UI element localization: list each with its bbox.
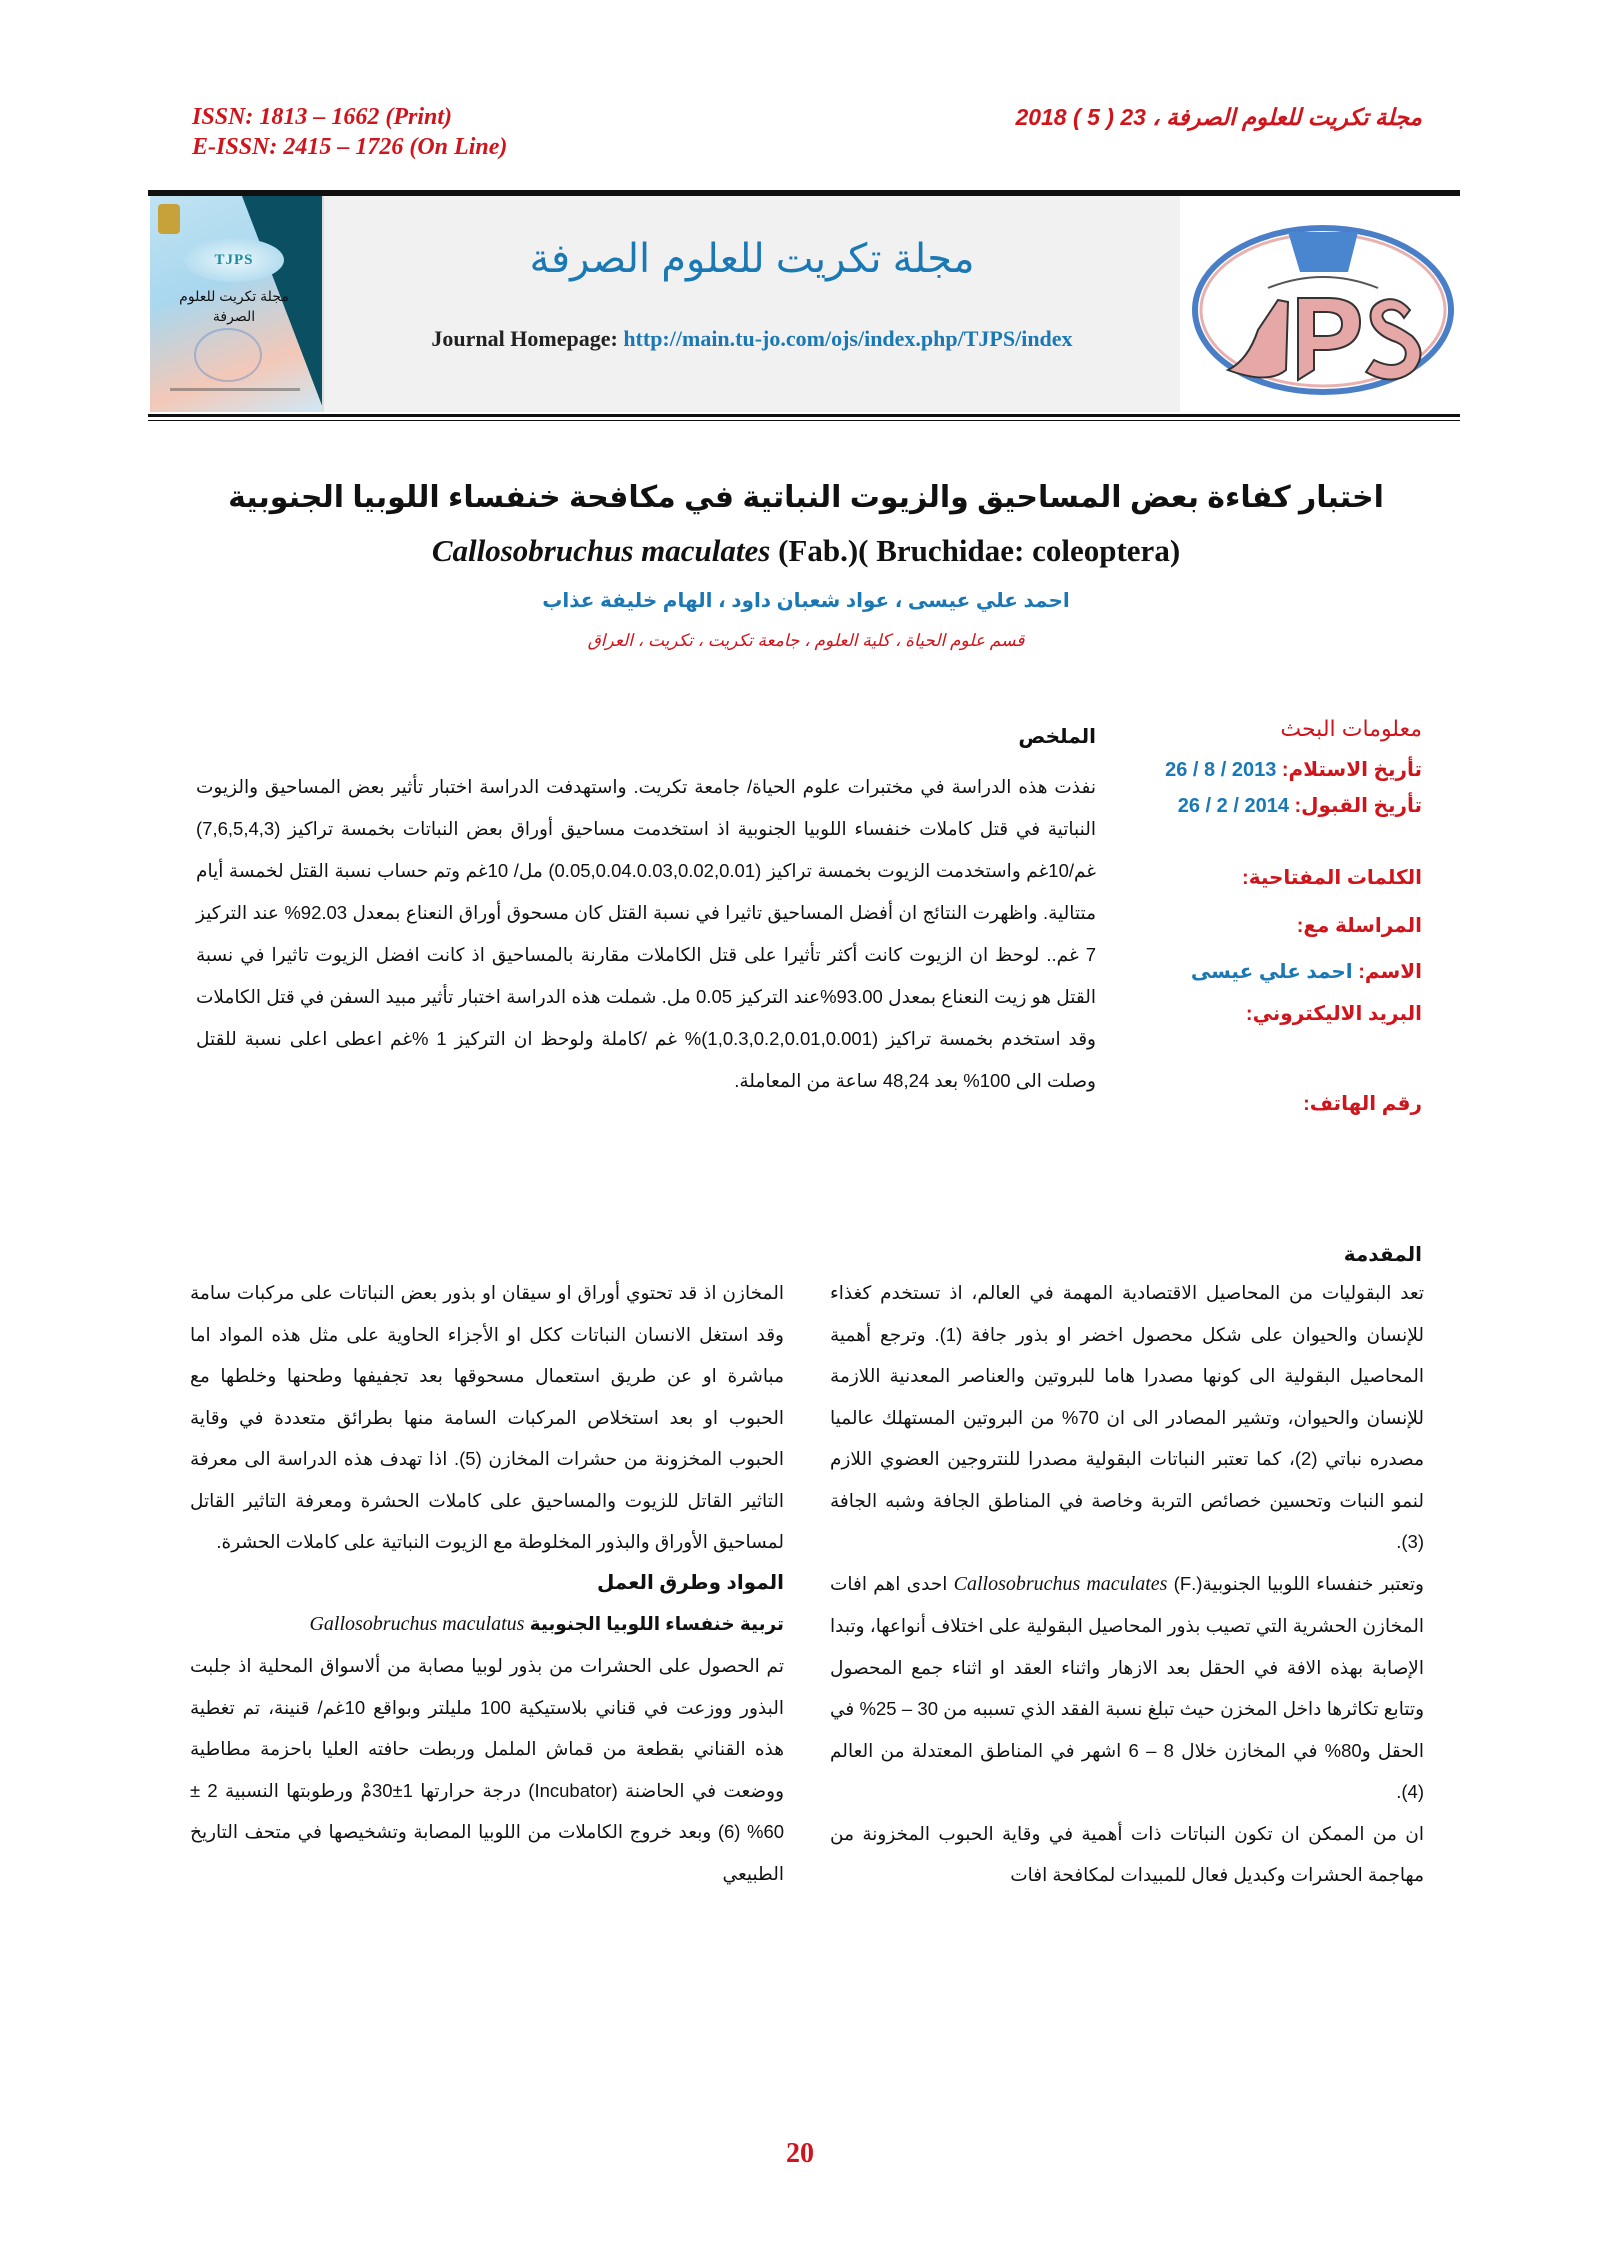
methods-heading: المواد وطرق العمل (596, 1571, 784, 1594)
received-date: تأريخ الاستلام: 26 / 8 / 2013 (1165, 759, 1422, 781)
article-info (1110, 712, 1422, 1122)
journal-cover-thumbnail (150, 196, 324, 412)
cover-acronym: TJPS (184, 238, 284, 282)
issn-block (192, 102, 507, 162)
homepage-link[interactable]: http://main.tu-jo.com/ojs/index.php/TJPS/index (623, 326, 1073, 351)
species-name: Callosobruchus maculates (431, 533, 771, 568)
affiliation: قسم علوم الحياة ، كلية العلوم ، جامعة تكريت ، تكريت ، العراق (587, 631, 1025, 650)
journal-citation: مجلة تكريت للعلوم الصرفة ، 23 ( 5 ) 2018 (1015, 104, 1422, 130)
abstract-heading: الملخص (1018, 726, 1096, 748)
abstract (196, 722, 1096, 1102)
methods-subheading: تربية خنفساء اللوبيا الجنوبية Gallosobruchus maculatus (309, 1612, 784, 1635)
intro-paragraph-3: ان من الممكن ان تكون النباتات ذات أهمية في وقاية الحبوب المخزونة من مهاجمة الحشرات وكبديل فعال للمبيدات لمكافحة افات (830, 1822, 1424, 1885)
email-label: البريد الاليكتروني: (1245, 1003, 1422, 1025)
taxonomy: (Fab.)( Bruchidae: coleoptera) (770, 533, 1181, 568)
cover-logo-icon (194, 328, 262, 382)
issn-print: ISSN: 1813 – 1662 (Print) (192, 104, 453, 130)
accepted-date: تأريخ القبول: 26 / 2 / 2014 (1177, 795, 1422, 817)
intro-paragraph-4: المخازن اذ قد تحتوي أوراق او سيقان او بذور بعض النباتات على مركبات سامة وقد استغل الانسان النباتات ككل او الأجزاء الحاوية على مثل هذه المواد اما مباشرة او عن طريق استعمال مسحوقها بعد تجفيفها وطحنها وخلطها مع الحبوب او بعد استخلاص المركبات السامة منها بطرائق متعددة في وقاية الحبوب المخزونة من حشرات المخازن (5). اذا تهدف هذه الدراسة الى معرفة التاثير القاتل للزيوت والمساحيق على كاملات الحشرة ومعرفة التاثير القاتل لمساحيق الأوراق والبذور المخلوطة مع الزيوت النباتية على كاملات الحشرة. (190, 1282, 784, 1552)
issn-online: E-ISSN: 2415 – 1726 (On Line) (192, 134, 508, 160)
cover-title: مجلة تكريت للعلوم الصرفة (179, 288, 289, 324)
phone-label: رقم الهاتف: (1303, 1093, 1422, 1115)
species-name: Gallosobruchus maculatus (309, 1612, 525, 1635)
methods-paragraph-1: تم الحصول على الحشرات من بذور لوبيا مصابة من ألاسواق المحلية اذ جلبت البذور ووزعت في قناني بلاستيكية 100 مليلتر وبواقع 10غم/ قنينة، تم تغطية هذه القناني بقطعة من قماش الململ وربطت حافته العليا باحزمة مطاطية ووضعت في الحاضنة (Incubator) درجة حرارتها 1±30مْ ورطوبتها النسبية 2 ± 60% (6) وبعد خروج الكاملات من اللوبيا المصابة وتشخيصها في متحف التاريخ الطبيعي (190, 1655, 785, 1884)
homepage-label: Journal Homepage: (431, 326, 618, 351)
correspondence-label: المراسلة مع: (1296, 915, 1422, 937)
article-title-english (150, 530, 1462, 572)
species-name: Callosobruchus maculates (953, 1572, 1168, 1595)
masthead-banner (324, 196, 1180, 412)
article-title-arabic: اختبار كفاءة بعض المساحيق والزيوت النباتية في مكافحة خنفساء اللوبيا الجنوبية (228, 481, 1384, 514)
journal-name: مجلة تكريت للعلوم الصرفة (529, 237, 975, 281)
university-emblem-icon (158, 204, 180, 234)
article-info-heading: معلومات البحث (1280, 716, 1422, 741)
body-column-right (830, 1272, 1424, 1896)
corresponding-name: الاسم: احمد علي عيسى (1190, 961, 1422, 983)
masthead-bottom-rule (148, 414, 1460, 417)
tjps-logo-icon (1188, 210, 1458, 400)
body-column-left (190, 1272, 784, 1894)
introduction-heading: المقدمة (1343, 1244, 1422, 1266)
page-number: 20 (786, 2138, 814, 2169)
keywords-label: الكلمات المفتاحية: (1242, 867, 1422, 889)
intro-paragraph-2: وتعتبر خنفساء اللوبيا الجنوبية(.F) Callosobruchus maculates احدى اهم افات المخازن الحشرية التي تصيب بذور المحاصيل البقولية على اختلاف أنواعها، وتبدا الإصابة بهذه الافة في الحقل بعد الازهار واثناء العقد او اثناء جمع المحصول وتتابع تكاثرها داخل المخزن حيث تبلغ نسبة الفقد الذي تسببه من 30 – 25% في الحقل و80% في المخازن خلال 8 – 6 اشهر في المناطق المعتدلة من العالم (4). (830, 1572, 1425, 1802)
abstract-text: نفذت هذه الدراسة في مختبرات علوم الحياة/ جامعة تكريت. واستهدفت الدراسة اختبار تأثير بعض المساحيق والزيوت النباتية في قتل كاملات خنفساء اللوبيا الجنوبية اذ استخدمت مساحيق أوراق بعض النباتات بخمسة تراكيز (7,6,5,4,3) غم/10غم واستخدمت الزيوت بخمسة تراكيز (0.05,0.04.0.03,0.02,0.01) مل/ 10غم وتم حساب نسبة القتل لخمسة أيام متتالية. واظهرت النتائج ان أفضل المساحيق تاثيرا في نسبة القتل كان مسحوق أوراق النعناع بمعدل 92.03% عند التركيز 7 غم.. لوحظ ان الزيوت كانت أكثر تأثيرا على قتل الكاملات مقارنة بالمساحيق اذ كانت افضل الزيوت تاثيرا في نسبة القتل هو زيت النعناع بمعدل 93.00%عند التركيز 0.05 مل. شملت هذه الدراسة اختبار تأثير مبيد السفن في قتل الكاملات وقد استخدم بخمسة تراكيز (1,0.3,0.2,0.01,0.001)% غم /كاملة ولوحظ ان التركيز 1 %غم اعطى اعلى نسبة للقتل وصلت الى 100% بعد 48,24 ساعة من المعاملة. (196, 776, 1096, 1091)
masthead-bottom-rule-thin (148, 420, 1460, 421)
cover-footer-line (170, 388, 300, 391)
journal-homepage (324, 326, 1180, 352)
authors: احمد علي عيسى ، عواد شعبان داود ، الهام خليفة عذاب (542, 590, 1070, 612)
intro-paragraph-1: تعد البقوليات من المحاصيل الاقتصادية المهمة في العالم، اذ تستخدم كغذاء للإنسان والحيوان على شكل محصول اخضر او بذور جافة (1). وترجع أهمية المحاصيل البقولية الى كونها مصدرا هاما للبروتين والعناصر المعدنية اللازمة للإنسان والحيوان، وتشير المصادر الى ان 70% من البروتين المستهلك عالميا مصدره نباتي (2)، كما تعتبر النباتات البقولية مصدرا للنتروجين العضوي اللازم لنمو النبات وتحسين خصائص التربة وخاصة في المناطق الجافة وشبه الجافة (3). (830, 1282, 1425, 1552)
